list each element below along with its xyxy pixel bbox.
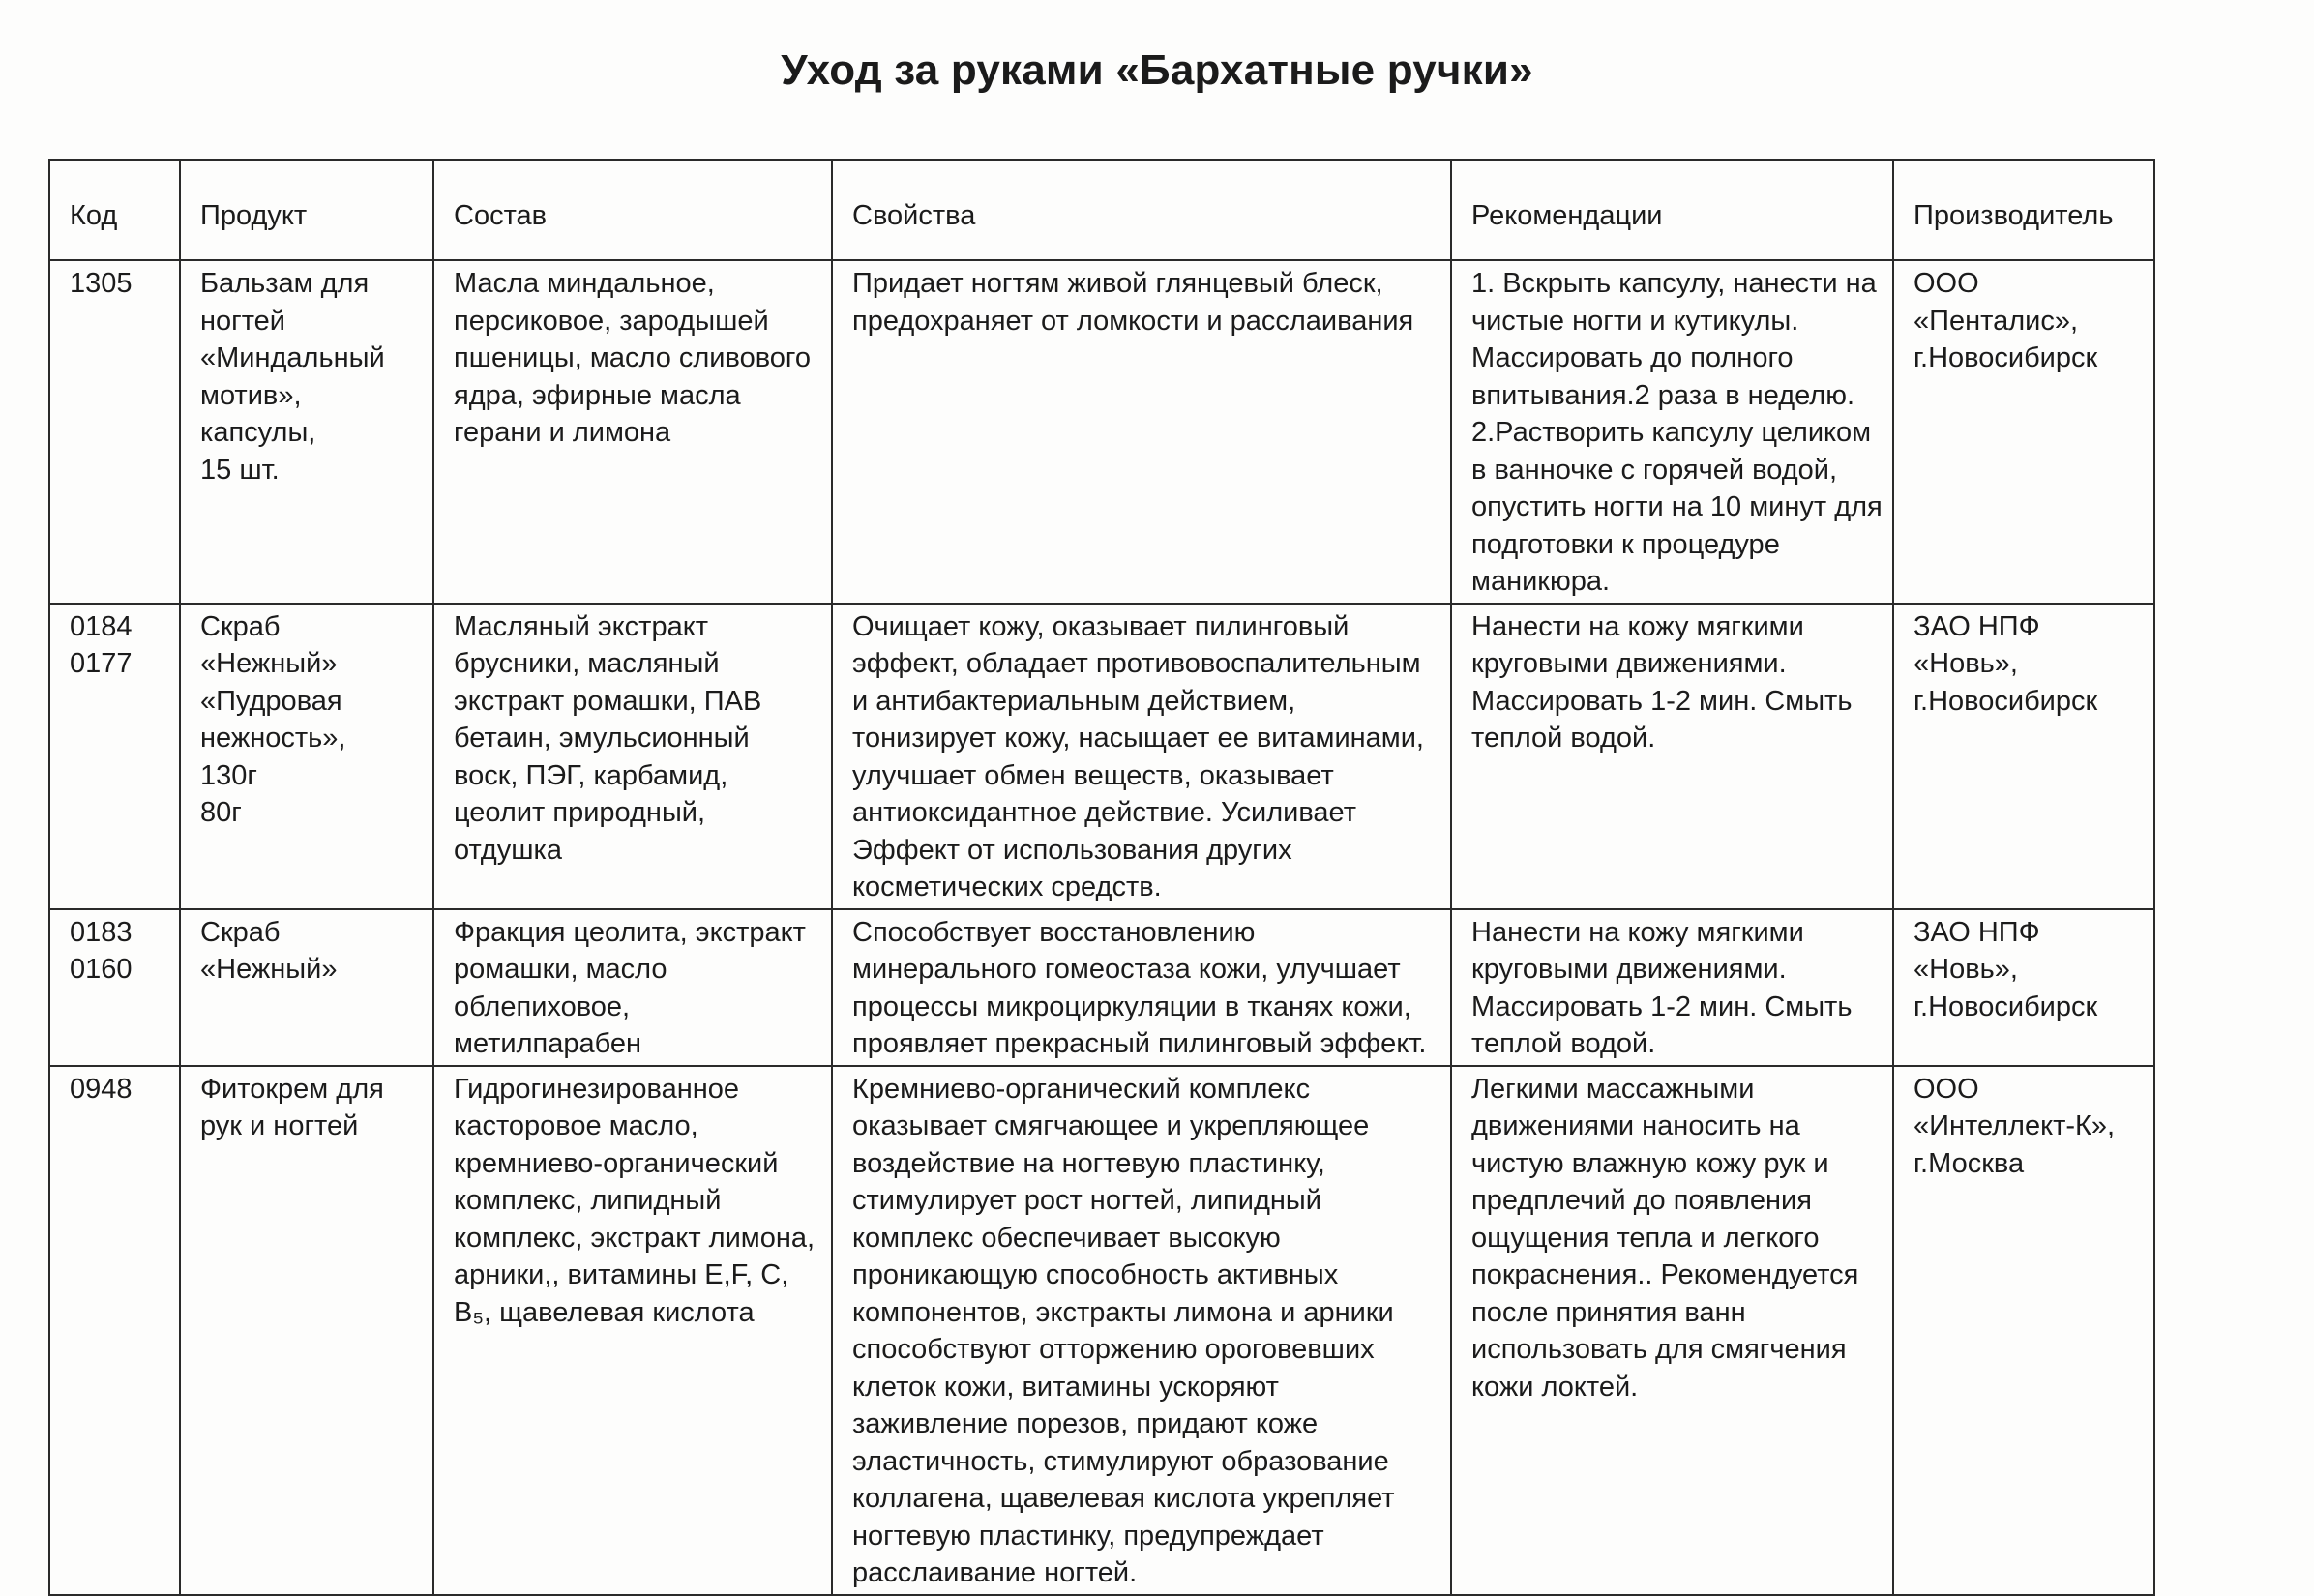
cell-code: 1305: [49, 260, 180, 604]
header-code: Код: [49, 160, 180, 260]
table-row: [49, 604, 2154, 909]
cell-properties: Кремниево-органический комплекс оказывает смягчающее и укрепляющее воздействие на ногтевую пластинку, стимулирует рост ногтей, липидный комплекс обеспечивает высокую проникающую способность активных компонентов, экстракты лимона и арники способствуют отторжению ороговевших клеток кожи, витамины ускоряют заживление порезов, придают коже эластичность, стимулируют образование коллагена, щавелевая кислота укрепляет ногтевую пластинку, предупреждает расслаивание ногтей.: [832, 1066, 1451, 1595]
cell-recommendations: Легкими массажными движениями наносить на чистую влажную кожу рук и предплечий до появления ощущения тепла и легкого покраснения.. Рекомендуется после принятия ванн использовать для смягчения кожи локтей.: [1451, 1066, 1893, 1595]
header-recommendations: Рекомендации: [1451, 160, 1893, 260]
cell-code: 0183 0160: [49, 909, 180, 1066]
cell-product: Бальзам для ногтей «Миндальный мотив», капсулы, 15 шт.: [180, 260, 433, 604]
cell-manufacturer: ООО «Пенталис», г.Новосибирск: [1893, 260, 2154, 604]
cell-code: 0948: [49, 1066, 180, 1595]
products-table: [48, 159, 2155, 1596]
table-header-row: [49, 160, 2154, 260]
header-properties: Свойства: [832, 160, 1451, 260]
cell-composition: Фракция цеолита, экстракт ромашки, масло облепиховое, метилпарабен: [433, 909, 832, 1066]
cell-product: Скраб «Нежный»: [180, 909, 433, 1066]
table-row: [49, 260, 2154, 604]
cell-composition: Масла миндальное, персиковое, зародышей пшеницы, масло сливового ядра, эфирные масла герани и лимона: [433, 260, 832, 604]
header-manufacturer: Производитель: [1893, 160, 2154, 260]
cell-manufacturer: ЗАО НПФ «Новь», г.Новосибирск: [1893, 909, 2154, 1066]
cell-product: Фитокрем для рук и ногтей: [180, 1066, 433, 1595]
cell-recommendations: Нанести на кожу мягкими круговыми движениями. Массировать 1-2 мин. Смыть теплой водой.: [1451, 604, 1893, 909]
cell-product: Скраб «Нежный» «Пудровая нежность», 130г 80г: [180, 604, 433, 909]
table-row: [49, 909, 2154, 1066]
cell-recommendations: 1. Вскрыть капсулу, нанести на чистые ногти и кутикулы. Массировать до полного впитывания.2 раза в неделю. 2.Растворить капсулу целиком в ванночке с горячей водой, опустить ногти на 10 минут для подготовки к процедуре маникюра.: [1451, 260, 1893, 604]
cell-composition: Гидрогинезированное касторовое масло, кремниево-органический комплекс, липидный комплекс, экстракт лимона, арники,, витамины E,F, C, B₅, щавелевая кислота: [433, 1066, 832, 1595]
cell-manufacturer: ЗАО НПФ «Новь», г.Новосибирск: [1893, 604, 2154, 909]
page-title: Уход за руками «Бархатные ручки»: [781, 46, 1533, 94]
cell-manufacturer: ООО «Интеллект-К», г.Москва: [1893, 1066, 2154, 1595]
cell-properties: Очищает кожу, оказывает пилинговый эффект, обладает противовоспалительным и антибактериальным действием, тонизирует кожу, насыщает ее витаминами, улучшает обмен веществ, оказывает антиоксидантное действие. Усиливает Эффект от использования других косметических средств.: [832, 604, 1451, 909]
cell-composition: Масляный экстракт брусники, масляный экстракт ромашки, ПАВ бетаин, эмульсионный воск, ПЭГ, карбамид, цеолит природный, отдушка: [433, 604, 832, 909]
table-row: [49, 1066, 2154, 1595]
cell-recommendations: Нанести на кожу мягкими круговыми движениями. Массировать 1-2 мин. Смыть теплой водой.: [1451, 909, 1893, 1066]
cell-code: 0184 0177: [49, 604, 180, 909]
cell-properties: Способствует восстановлению минерального гомеостаза кожи, улучшает процессы микроциркуляции в тканях кожи, проявляет прекрасный пилинговый эффект.: [832, 909, 1451, 1066]
cell-properties: Придает ногтям живой глянцевый блеск, предохраняет от ломкости и расслаивания: [832, 260, 1451, 604]
header-product: Продукт: [180, 160, 433, 260]
header-composition: Состав: [433, 160, 832, 260]
